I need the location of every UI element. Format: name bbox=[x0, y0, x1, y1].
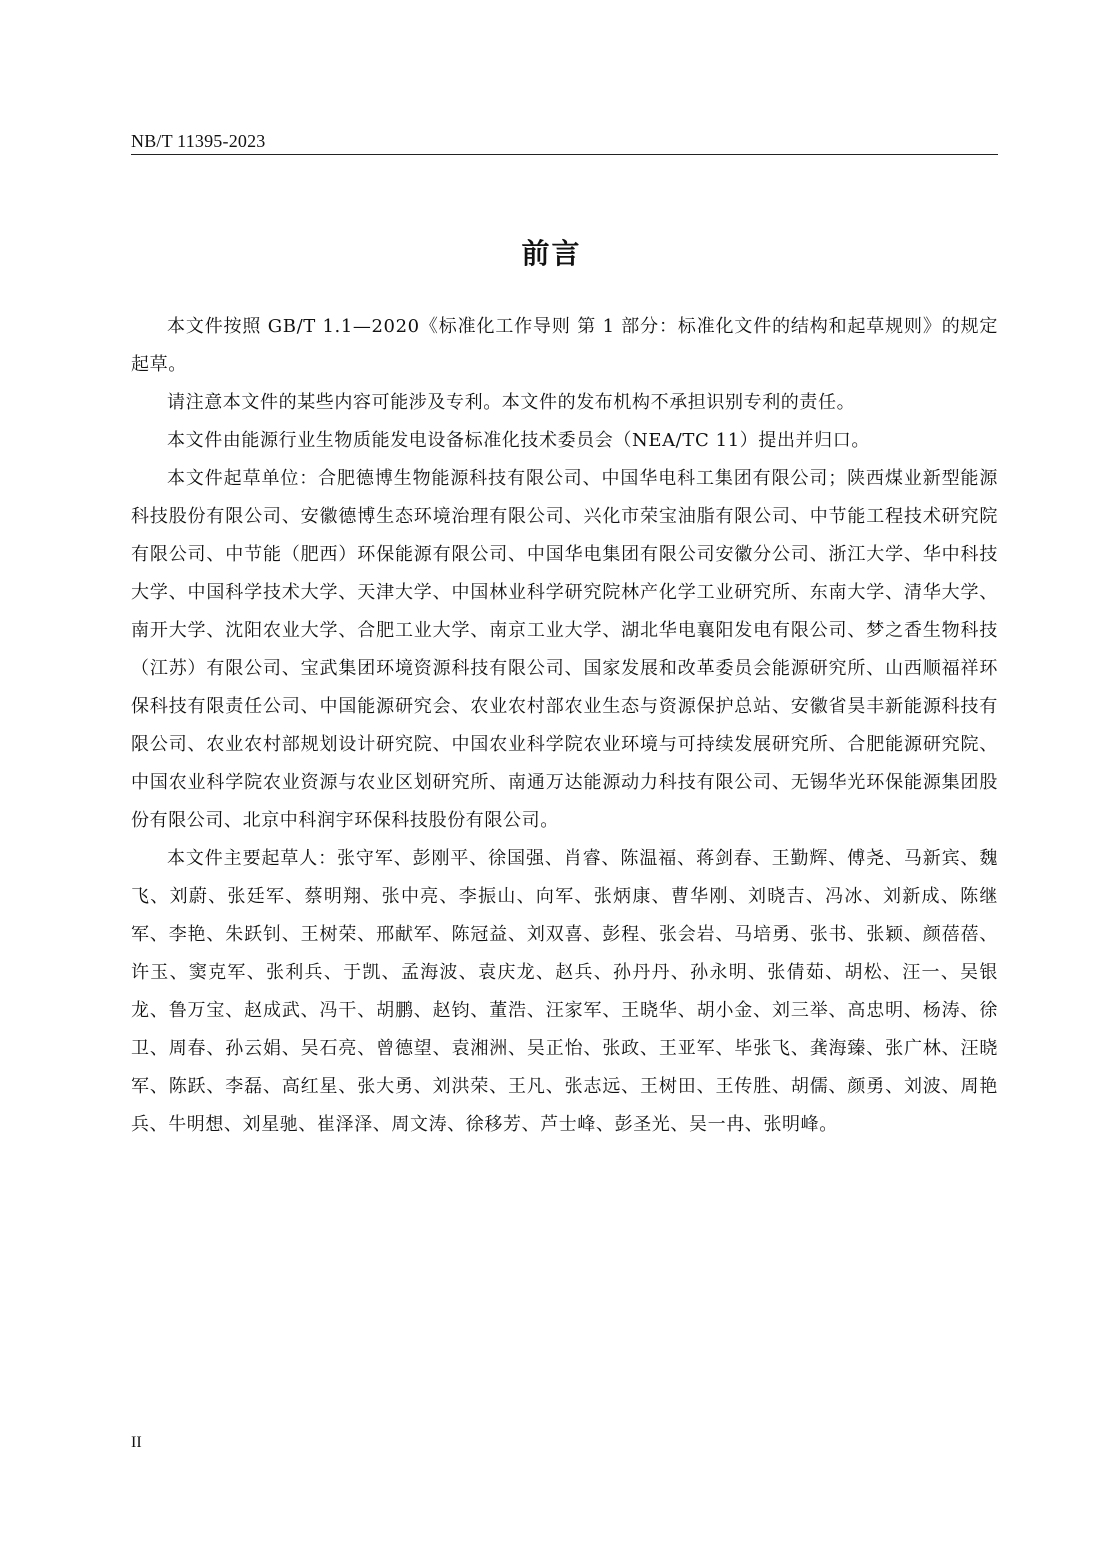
standard-code: NB/T 11395-2023 bbox=[131, 131, 266, 151]
header-divider bbox=[131, 154, 998, 155]
paragraph-patent-notice: 请注意本文件的某些内容可能涉及专利。本文件的发布机构不承担识别专利的责任。 bbox=[167, 392, 856, 413]
paragraph-main-drafters: 本文件主要起草人：张守军、彭刚平、徐国强、肖睿、陈温福、蒋剑春、王勤辉、傅尧、马新宾、魏飞、刘蔚、张廷军、蔡明翔、张中亮、李振山、向军、张炳康、曹华刚、刘晓吉、冯冰、刘新成、陈继军、李艳、朱跃钊、王树荣、邢献军、陈冠益、刘双喜、彭程、张会岩、马培勇、张书、张颖、颜蓓蓓、许玉、窦克军、张利兵、于凯、孟海波、袁庆龙、赵兵、孙丹丹、孙永明、张倩茹、胡松、汪一、吴银龙、鲁万宝、赵成武、冯干、胡鹏、赵钧、董浩、汪家军、王晓华、胡小金、刘三举、高忠明、杨涛、徐卫、周春、孙云娟、吴石亮、曾德望、袁湘洲、吴正怡、张政、王亚军、毕张飞、龚海臻、张广林、汪晓军、陈跃、李磊、高红星、张大勇、刘洪荣、王凡、张志远、王树田、王传胜、胡儒、颜勇、刘波、周艳兵、牛明想、刘星驰、崔泽泽、周文涛、徐移芳、芦士峰、彭圣光、吴一冉、张明峰。 bbox=[131, 848, 998, 1135]
page-title: 前言 bbox=[521, 237, 582, 270]
paragraph-drafting-units: 本文件起草单位：合肥德博生物能源科技有限公司、中国华电科工集团有限公司；陕西煤业新型能源科技股份有限公司、安徽德博生态环境治理有限公司、兴化市荣宝油脂有限公司、中节能工程技术研究院有限公司、中节能（肥西）环保能源有限公司、中国华电集团有限公司安徽分公司、浙江大学、华中科技大学、中国科学技术大学、天津大学、中国林业科学研究院林产化学工业研究所、东南大学、清华大学、南开大学、沈阳农业大学、合肥工业大学、南京工业大学、湖北华电襄阳发电有限公司、梦之香生物科技（江苏）有限公司、宝武集团环境资源科技有限公司、国家发展和改革委员会能源研究所、山西顺福祥环保科技有限责任公司、中国能源研究会、农业农村部农业生态与资源保护总站、安徽省昊丰新能源科技有限公司、农业农村部规划设计研究院、中国农业科学院农业环境与可持续发展研究所、合肥能源研究院、中国农业科学院农业资源与农业区划研究所、南通万达能源动力科技有限公司、无锡华光环保能源集团股份有限公司、北京中科润宇环保科技股份有限公司。 bbox=[131, 468, 998, 831]
paragraph-proposer: 本文件由能源行业生物质能发电设备标准化技术委员会（NEA/TC 11）提出并归口。 bbox=[167, 430, 870, 451]
foreword-body bbox=[131, 308, 998, 1144]
page-number: II bbox=[131, 1434, 142, 1451]
paragraph-drafting-rules: 本文件按照 GB/T 1.1—2020《标准化工作导则 第 1 部分：标准化文件的结构和起草规则》的规定起草。 bbox=[131, 316, 998, 375]
